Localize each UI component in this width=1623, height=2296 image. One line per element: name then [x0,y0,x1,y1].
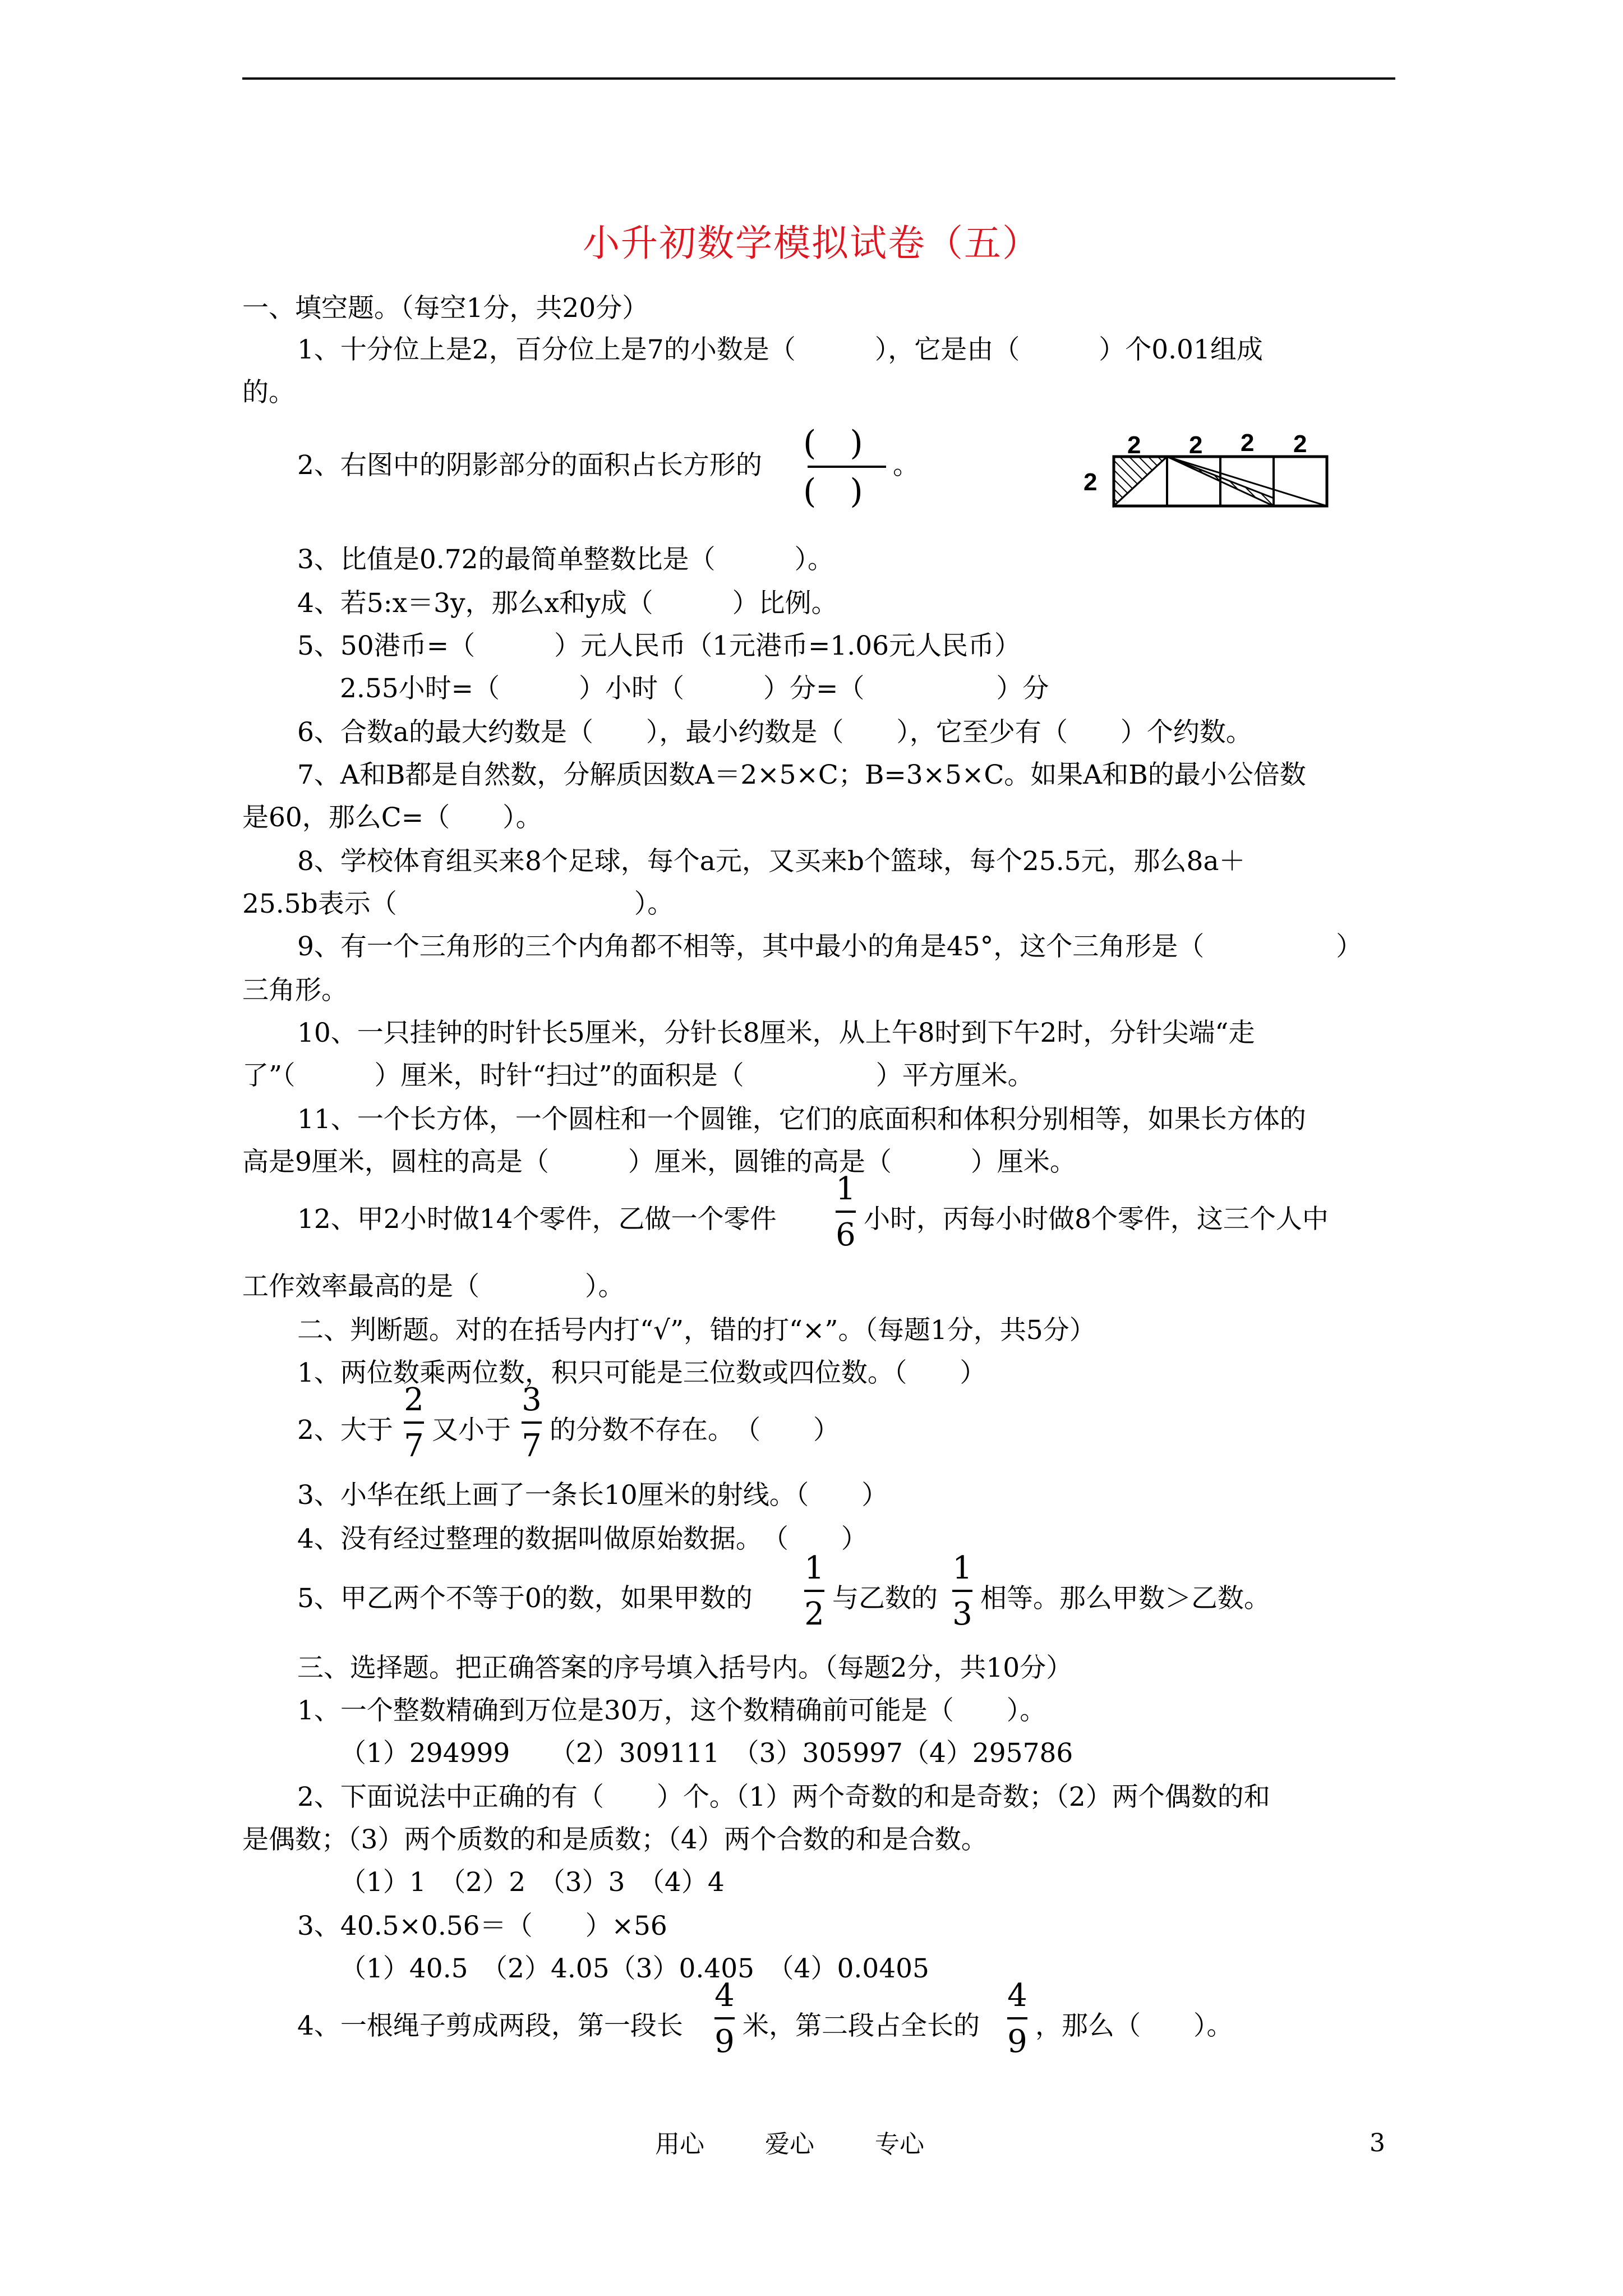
fraction-numerator: 4 [714,1977,735,2014]
question-line: 小时，丙每小时做8个零件，这三个人中 [864,1204,1329,1235]
footer-right: 专心 [875,2130,924,2159]
fraction-denominator: ( ) [803,472,863,511]
footer-middle: 爱心 [765,2130,814,2159]
figure-top-label: 2 [1189,431,1203,459]
question-line: 25.5b表示（ ）。 [242,889,674,919]
fraction-bar [952,1590,972,1592]
question-line: 工作效率最高的是（ ）。 [242,1271,625,1302]
question-line: 又小于 [432,1415,511,1446]
question-line: 7、A和B都是自然数，分解质因数A＝2×5×C；B=3×5×C。如果A和B的最小公倍数 [297,760,1306,790]
fraction-bar [522,1421,542,1424]
question-line: 10、一只挂钟的时针长5厘米，分针长8厘米，从上午8时到下午2时，分针尖端“走 [297,1018,1255,1048]
question-line: 4、若5:x＝3y，那么x和y成（ ）比例。 [297,588,838,619]
question-line: 11、一个长方体，一个圆柱和一个圆锥，它们的底面积和体积分别相等，如果长方体的 [297,1104,1306,1135]
fraction-numerator: 2 [404,1382,424,1418]
fraction-denominator: 2 [804,1596,824,1632]
fraction-bar [714,2017,735,2019]
question-line: 是偶数；（3）两个质数的和是质数；（4）两个合数的和是合数。 [242,1824,988,1855]
question-line: 3、比值是0.72的最简单整数比是（ ）。 [297,544,834,575]
question-line: 1、十分位上是2，百分位上是7的小数是（ ），它是由（ ）个0.01组成 [297,334,1263,365]
fraction-bar [804,1590,824,1592]
question-line: 12、甲2小时做14个零件，乙做一个零件 [297,1204,777,1235]
question-line: 三角形。 [242,975,348,1006]
question-line: 高是9厘米，圆柱的高是（ ）厘米，圆锥的高是（ ）厘米。 [242,1147,1076,1177]
question-line: 相等。那么甲数＞乙数。 [980,1583,1270,1614]
question-line: 的分数不存在。 （ ） [550,1415,840,1446]
option-line: （1）294999 （2）309111 （3）305997（4）295786 [340,1738,1073,1769]
rectangle-figure [1078,429,1330,517]
question-line: 2、右图中的阴影部分的面积占长方形的 [297,450,762,481]
fraction-denominator: 6 [836,1217,856,1253]
question-line: 5、甲乙两个不等于0的数，如果甲数的 [297,1583,753,1614]
fraction-bar [1007,2017,1027,2019]
header-rule [242,77,1395,80]
figure-top-label: 2 [1127,431,1141,459]
fraction-denominator: 7 [404,1428,424,1464]
question-line: 米，第二段占全长的 [743,2010,980,2041]
question-line: 4、没有经过整理的数据叫做原始数据。 （ ） [297,1524,868,1554]
question-line: 2.55小时=（ ）小时（ ）分=（ ）分 [340,673,1049,704]
question-line: 8、学校体育组买来8个足球，每个a元，又买来b个篮球，每个25.5元，那么8a＋ [297,846,1246,877]
question-line: 3、40.5×0.56＝（ ）×56 [297,1911,667,1941]
fraction-numerator: 1 [804,1550,824,1586]
question-line: 3、小华在纸上画了一条长10厘米的射线。（ ） [297,1480,888,1511]
question-line: 的。 [242,377,295,408]
fraction-denominator: 7 [522,1428,542,1464]
section-heading: 二、判断题。对的在括号内打“√”，错的打“×”。（每题1分，共5分） [297,1315,1096,1346]
page-number: 3 [1370,2129,1385,2157]
question-line: 5、50港币=（ ）元人民币（1元港币=1.06元人民币） [297,631,1021,661]
question-line: 4、一根绳子剪成两段，第一段长 [297,2010,683,2041]
option-line: （1）40.5 （2）4.05（3）0.405 （4）0.0405 [340,1953,929,1984]
fraction-denominator: 9 [714,2023,735,2060]
footer-left: 用心 [655,2130,704,2159]
figure-side-label: 2 [1083,468,1098,496]
fraction-bar [836,1211,856,1213]
question-line: 与乙数的 [832,1583,938,1614]
fraction-numerator: 4 [1007,1977,1027,2014]
fraction-numerator: 3 [522,1382,542,1418]
fraction-denominator: 3 [952,1596,972,1632]
question-line: 2、下面说法中正确的有（ ）个。（1）两个奇数的和是奇数；（2）两个偶数的和 [297,1782,1270,1812]
fraction-denominator: 9 [1007,2023,1027,2060]
question-line: 6、合数a的最大约数是（ ），最小约数是（ ），它至少有（ ）个约数。 [297,717,1252,748]
fraction-bar [808,466,886,468]
fraction-bar [404,1421,424,1424]
question-line: 。 [893,450,919,481]
question-line: 了”（ ）厘米，时针“扫过”的面积是（ ）平方厘米。 [242,1060,1034,1091]
figure-top-label: 2 [1241,429,1255,457]
question-line: 9、有一个三角形的三个内角都不相等，其中最小的角是45°，这个三角形是（ ） [297,931,1363,962]
question-line: 1、一个整数精确到万位是30万，这个数精确前可能是（ ）。 [297,1695,1046,1726]
fraction-numerator: 1 [836,1171,856,1207]
option-line: （1）1 （2）2 （3）3 （4）4 [340,1867,725,1898]
question-line: ，那么（ ）。 [1035,2010,1233,2041]
section-heading: 一、填空题。（每空1分，共20分） [242,293,649,324]
question-line: 1、两位数乘两位数，积只可能是三位数或四位数。（ ） [297,1358,986,1388]
question-line: 2、大于 [297,1415,393,1446]
fraction-numerator: ( ) [803,424,863,463]
section-heading: 三、选择题。把正确答案的序号填入括号内。（每题2分，共10分） [297,1653,1073,1683]
question-line: 是60，那么C=（ ）。 [242,802,542,833]
figure-top-label: 2 [1293,430,1307,458]
page-title: 小升初数学模拟试卷（五） [583,222,1040,265]
fraction-numerator: 1 [952,1550,972,1586]
